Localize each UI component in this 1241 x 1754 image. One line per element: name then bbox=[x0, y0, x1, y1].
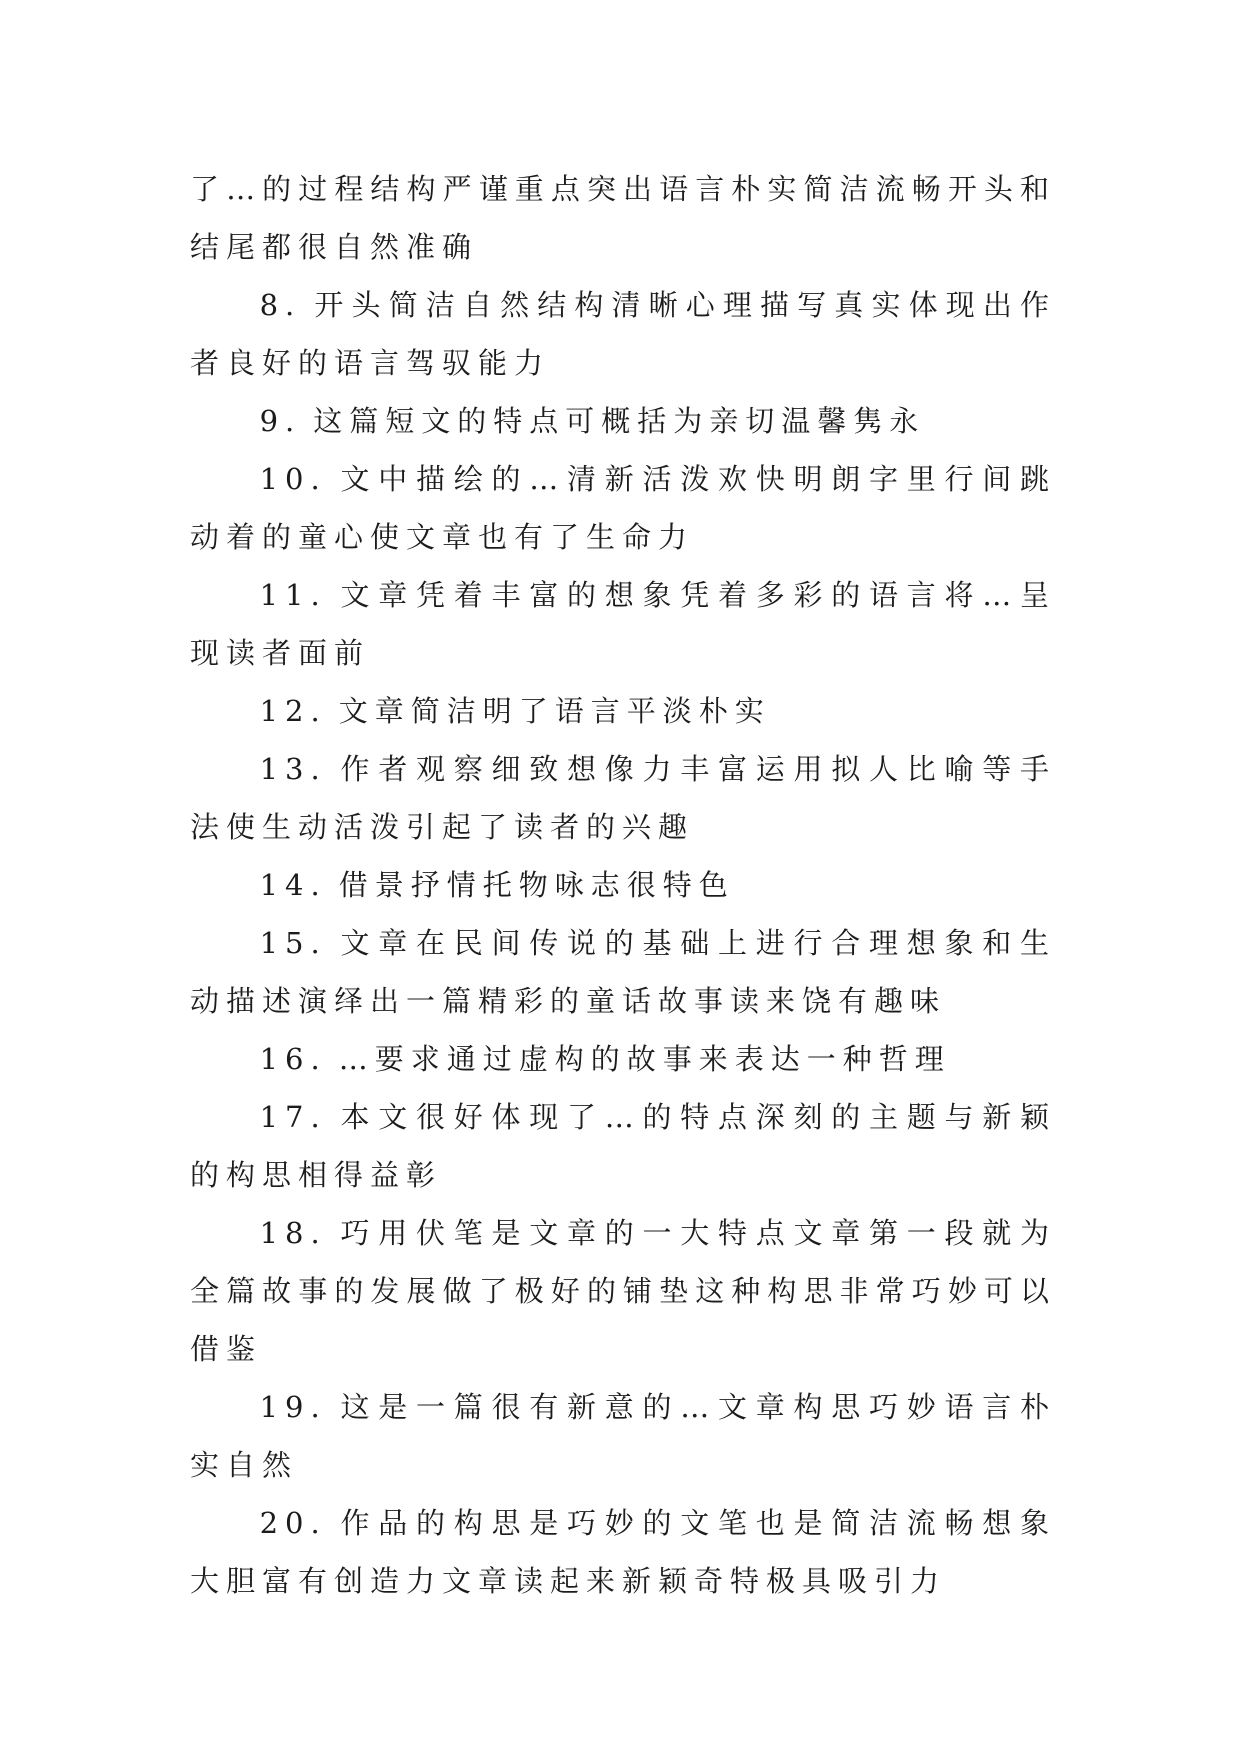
item-text: 文章在民间传说的基础上进行合理想象和生动描述演绎出一篇精彩的童话故事读来饶有趣味 bbox=[190, 926, 1056, 1018]
item-text: 借景抒情托物咏志很特色 bbox=[338, 868, 735, 902]
item-text: 开头简洁自然结构清晰心理描写真实体现出作者良好的语言驾驭能力 bbox=[190, 288, 1056, 380]
item-number: 8. bbox=[259, 288, 302, 322]
item-text: 文章凭着丰富的想象凭着多彩的语言将…呈现读者面前 bbox=[190, 578, 1056, 670]
item-text: 巧用伏笔是文章的一大特点文章第一段就为全篇故事的发展做了极好的铺垫这种构思非常巧妙可以借鉴 bbox=[190, 1216, 1056, 1366]
item-number: 18. bbox=[259, 1216, 327, 1250]
list-item bbox=[190, 566, 1056, 682]
item-number: 14. bbox=[259, 868, 327, 902]
list-item bbox=[190, 276, 1056, 392]
item-number: 13. bbox=[259, 752, 327, 786]
item-text: …要求通过虚构的故事来表达一种哲理 bbox=[338, 1042, 951, 1076]
list-item bbox=[190, 1030, 1056, 1088]
list-item bbox=[190, 682, 1056, 740]
item-text: 本文很好体现了…的特点深刻的主题与新颖的构思相得益彰 bbox=[190, 1100, 1056, 1192]
list-item bbox=[190, 914, 1056, 1030]
item-text: 作者观察细致想像力丰富运用拟人比喻等手法使生动活泼引起了读者的兴趣 bbox=[190, 752, 1056, 844]
list-item bbox=[190, 1088, 1056, 1204]
item-number: 19. bbox=[259, 1390, 327, 1424]
item-text: 这是一篇很有新意的…文章构思巧妙语言朴实自然 bbox=[190, 1390, 1056, 1482]
list-item bbox=[190, 1204, 1056, 1378]
document-body bbox=[190, 160, 1056, 1610]
item-number: 16. bbox=[259, 1042, 327, 1076]
list-item bbox=[190, 1494, 1056, 1610]
list-item bbox=[190, 1378, 1056, 1494]
item-number: 12. bbox=[259, 694, 327, 728]
item-number: 17. bbox=[259, 1100, 327, 1134]
list-item bbox=[190, 450, 1056, 566]
list-item bbox=[190, 160, 1056, 276]
item-number: 20. bbox=[259, 1506, 327, 1540]
list-item bbox=[190, 856, 1056, 914]
item-text: 文中描绘的…清新活泼欢快明朗字里行间跳动着的童心使文章也有了生命力 bbox=[190, 462, 1056, 554]
item-text: 作品的构思是巧妙的文笔也是简洁流畅想象大胆富有创造力文章读起来新颖奇特极具吸引力 bbox=[190, 1506, 1056, 1598]
item-text: 这篇短文的特点可概括为亲切温馨隽永 bbox=[313, 404, 926, 438]
item-number: 10. bbox=[259, 462, 327, 496]
item-number: 9. bbox=[259, 404, 302, 438]
item-text: 文章简洁明了语言平淡朴实 bbox=[338, 694, 771, 728]
item-number: 11. bbox=[259, 578, 327, 612]
list-item bbox=[190, 740, 1056, 856]
item-number: 15. bbox=[259, 926, 327, 960]
item-text: 了…的过程结构严谨重点突出语言朴实简洁流畅开头和结尾都很自然准确 bbox=[190, 172, 1056, 264]
list-item bbox=[190, 392, 1056, 450]
